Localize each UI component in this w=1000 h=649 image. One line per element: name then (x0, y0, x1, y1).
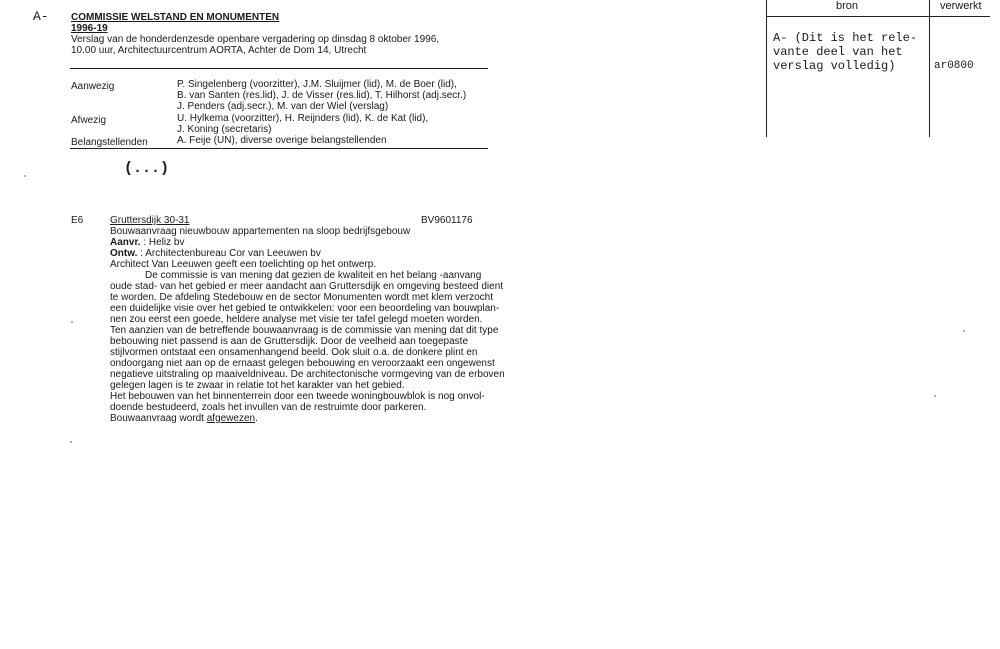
body-line-2: De commissie is van mening dat gezien de kwaliteit en het belang -aanvang (145, 270, 482, 281)
applicant-label: Aanvr. (110, 237, 141, 248)
body-line-13: Het bebouwen van het binnenterrein door een tweede woningbouwblok is nog onvol- (110, 391, 485, 402)
item-code: E6 (71, 215, 84, 226)
absent-line-1: U. Hylkema (voorzitter), H. Reijnders (lid), K. de Kat (lid), (177, 113, 429, 124)
body-line-10: ondoorgang niet aan op de ernaast gelegen bebouwing en veroorzaakt een ongewenst (110, 358, 495, 369)
present-label: Aanwezig (71, 81, 115, 92)
scan-speck (70, 441, 72, 443)
body-line-11: negatieve uitstraling op maaiveldniveau. De architectonische vormgeving van de erboven (110, 369, 505, 380)
designer-row (110, 248, 321, 259)
present-line-3: J. Penders (adj.secr.), M. van der Wiel (verslag) (177, 101, 389, 112)
absent-line-2: J. Koning (secretaris) (177, 124, 272, 135)
present-line-2: B. van Santen (res.lid), J. de Visser (res.lid), T. Hilhorst (adj.secr.) (177, 90, 467, 101)
designer-label: Ontw. (110, 248, 138, 259)
designer-value: : Architectenbureau Cor van Leeuwen bv (140, 248, 321, 259)
body-line-4: te worden. De afdeling Stedebouw en de sector Monumenten wordt met klem verzocht (110, 292, 493, 303)
meeting-line-2: 10.00 uur, Architectuurcentrum AORTA, Achter de Dom 14, Utrecht (71, 45, 367, 56)
document-title: COMMISSIE WELSTAND EN MONUMENTEN (71, 12, 280, 23)
stakeholders-line: A. Feije (UN), diverse overige belangstellenden (177, 135, 387, 146)
side-table-header-rule (766, 16, 990, 17)
scan-speck (24, 175, 26, 177)
attendance-divider (70, 148, 488, 149)
report-number: 1996-19 (71, 23, 108, 34)
item-address: Gruttersdijk 30-31 (110, 215, 190, 226)
source-note-line-1: A- (Dit is het rele- (773, 31, 918, 45)
body-line-1: Architect Van Leeuwen geeft een toelichting op het ontwerp. (110, 259, 377, 270)
scan-speck (71, 321, 73, 323)
stakeholders-label: Belangstellenden (71, 137, 148, 148)
decision-prefix: Bouwaanvraag wordt (110, 413, 207, 424)
present-line-1: P. Singelenberg (voorzitter), J.M. Sluijmer (lid), M. de Boer (lid), (177, 79, 457, 90)
item-subject: Bouwaanvraag nieuwbouw appartementen na sloop bedrijfsgebouw (110, 226, 411, 237)
side-table-mid-rule (929, 0, 930, 137)
applicant-row (110, 237, 184, 248)
decision-line (110, 413, 258, 424)
ellipsis-marker: (...) (124, 160, 170, 177)
scan-speck (934, 395, 936, 397)
body-line-12: gelegen lagen is te zwaar in relatie tot het karakter van het gebied. (110, 380, 405, 391)
column-header-processed: verwerkt (940, 0, 982, 12)
column-header-source: bron (836, 0, 859, 12)
applicant-value: : Heliz bv (143, 237, 185, 248)
decision-suffix: . (255, 413, 258, 424)
header-divider (70, 68, 488, 69)
scan-speck (963, 330, 965, 332)
processed-value: ar0800 (934, 60, 974, 72)
absent-label: Afwezig (71, 115, 107, 126)
item-reference: BV9601176 (421, 215, 473, 226)
body-line-3: oude stad- van het gebied er meer aandacht aan Gruttersdijk en omgeving besteed dient (110, 281, 504, 292)
side-table-left-rule (766, 0, 767, 137)
body-line-7: Ten aanzien van de betreffende bouwaanvraag is de commissie van mening dat dit type (110, 325, 499, 336)
source-note-line-2: vante deel van het (773, 45, 903, 59)
body-line-6: nen zou eerst een goede, heldere analyse met visie ter tafel gelegd moeten worden. (110, 314, 483, 325)
decision-value: afgewezen (206, 413, 256, 424)
body-line-5: een duidelijke visie over het gebied te ontwikkelen: voor een beoordeling van bouwplan- (110, 303, 500, 314)
body-line-9: stijlvormen ontstaat een onsamenhangend beeld. Ook sluit o.a. de donkere plint en (110, 347, 478, 358)
source-note-line-3: verslag volledig) (773, 59, 896, 73)
meeting-line-1: Verslag van de honderdenzesde openbare vergadering op dinsdag 8 oktober 1996, (71, 34, 440, 45)
stamp-label: A- (33, 9, 49, 24)
body-line-14: doende bestudeerd, zoals het invullen van de restruimte door parkeren. (110, 402, 427, 413)
body-line-8: bebouwing niet passend is aan de Gruttersdijk. Door de veelheid aan toegepaste (110, 336, 469, 347)
